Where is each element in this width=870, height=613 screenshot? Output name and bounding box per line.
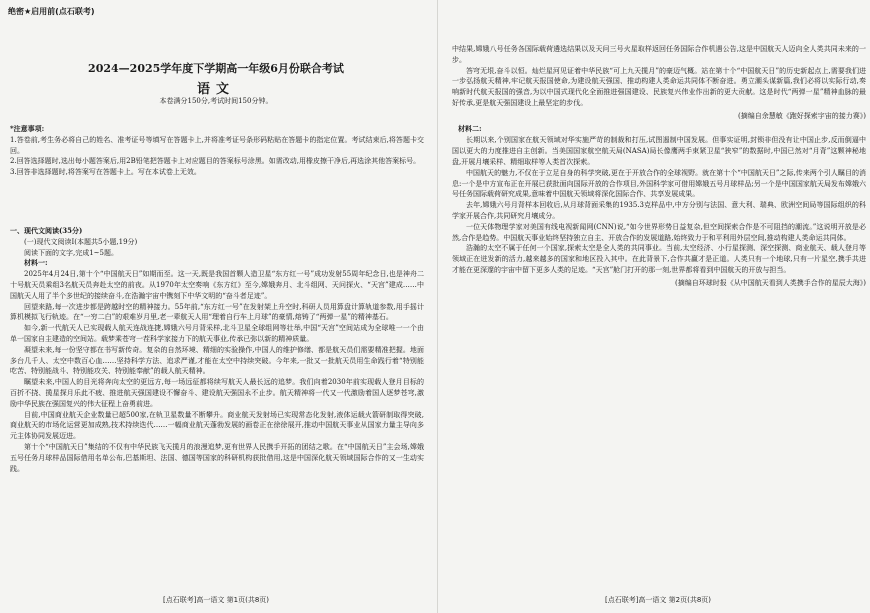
notice-title: *注意事项: — [10, 124, 45, 133]
material2-title: 材料二: — [458, 123, 482, 133]
instruction: 阅读下面的文字,完成1~5题。 — [24, 248, 118, 257]
paragraph: 长期以来,个别国家在航天领域对华实施严苛的制裁和打压,试图遏制中国发展。但事实证明,封锁非但没有让中国止步,反而倒逼中国以更大的力度推进自主创新。当美国国家航空航天局(NASA)局长像鹰两手束紧卫星“狭窄”的数据时,中国已然对“月背”这颗神秘地盘,开展月壤采样、精细取样等人类首次探索。 — [452, 136, 866, 166]
page-divider — [437, 0, 438, 613]
notice-item: 1.答卷前,考生务必将自己的姓名、准考证号等填写在答题卡上,并将准考证号条形码粘贴在答题卡的指定位置。考试结束后,将答题卡交回。 — [10, 135, 424, 155]
exam-info: 本卷满分150分,考试时间150分钟。 — [159, 97, 273, 105]
subsection-heading: (一)现代文阅读Ⅰ(本题共5小题,19分) — [24, 237, 138, 246]
page-footer: [点石联考]高一语文 第1页(共8页) — [162, 596, 270, 604]
section-heading: 一、现代文阅读(35分) — [10, 226, 83, 235]
page-footer: [点石联考]高一语文 第2页(共8页) — [604, 596, 712, 604]
paragraph: 浩瀚的太空不属于任何一个国家,探索太空是全人类的共同事业。当前,太空经济、小行星探测、深空探测、商业航天、载人登月等领域正在迸发新的活力,越来越多的国家和地区投入其中。在此背景下,合作共赢才是正道。人类只有一个地球,只有一片星空,携手共进才能在更深邃的宇宙中留下更多人类的足迹。“天宫”舱门打开的那一刻,世界都将看到中国航天的开放与担当。 — [452, 244, 866, 274]
paragraph: 去年,嫦娥六号月背样本回收后,从月球背面采集的1935.3克样品中,中方分别与法国、意大利、瑞典、欧洲空间局等国际组织的科学家开展合作,共同研究月壤成分。 — [452, 201, 866, 220]
paragraph: 凝望未来,每一份坚守都在书写新传奇。复杂的自然环境、精细的实验操作,中国人的维护修缮、都是航天员们需要精准把握。地面多台几千人、太空中数百心血……坚持科学方法、追求严谨,才能在太空中持续突破。今年来,一批又一批航天员用生命践行着“特别能吃苦、特别能战斗、特别能攻关、特别能奉献”的载人航天精神。 — [10, 345, 424, 376]
exam-title: 2024—2025学年度下学期高一年级6月份联合考试 — [88, 62, 344, 75]
page-right — [448, 0, 868, 613]
source-citation: (摘编自环球时报《从中国航天看到人类携手合作的星辰大海》) — [675, 278, 866, 287]
source-citation: (摘编自余慧敏《跑好探索宇宙的接力赛》) — [738, 111, 866, 120]
reading-section — [10, 226, 424, 474]
paragraph: 目前,中国商业航天企业数量已超500家,在轨卫星数量不断攀升。商业航天发射场已实现常态化发射,液体运载火箭研制取得突破,商业航天的市场化运营更加成熟,技术持续迭代……一幅商业航天蓬勃发展的画卷正在徐徐展开,推动中国航天事业从国家力量主导向多元主体协同发展迈进。 — [10, 410, 424, 441]
paragraph: 瞩望未来,中国人的目光将奔向太空的更远方,每一场远征都将续写航天人最长远的追梦。我们向着2030年前实现载人登月目标的百折不挠、揽星探月乐此不疲、推进航天强国建设不懈奋斗、建设航天强国永不止步。航天精神将一代又一代激励着国人逐梦苍穹,激励中华民族在强国复兴的伟大征程上奋勇前进。 — [10, 378, 424, 408]
notices — [10, 124, 424, 178]
paragraph: 中国航天的魅力,不仅在于立足自身的科学突破,更在于开放合作的全球视野。就在第十个“中国航天日”之际,传来两个引人瞩目的消息:一个是中方宣布正在开展已获批面向国际开放的合作项目,外国科学家可借用嫦娥五号月球样品;另一个是中国国家航天局发布嫦娥六号任务国际载荷研究成果,意味着中国航天领域将深化国际合作、共享发展成果。 — [452, 168, 866, 199]
page-left — [6, 0, 426, 613]
paragraph: 答穹无垠,奋斗以恒。灿烂星河见证着中华民族“可上九天揽月”的豪迈气概。站在第十个“中国航天日”的历史新起点上,需要我们进一步弘扬航天精神,牢记航天报国使命,为建设航天强国、推动构建人类命运共同体不断奋进。勇立潮头谋新篇,我们必将以实际行动,奏响新时代航天报国的强音,为以中国式现代化全面推进强国建设、民族复兴伟业作出新的更大贡献。这是时代“两弹一星”精神血脉的最好传承,更是航天强国建设上最坚定的步伐。 — [452, 66, 866, 107]
confidential-stamp: 绝密★启用前(点石联考) — [8, 7, 95, 16]
subject-title: 语文 — [196, 82, 235, 97]
notice-item: 2.回答选择题时,选出每小题答案后,用2B铅笔把答题卡上对应题目的答案标号涂黑。如需改动,用橡皮擦干净后,再选涂其他答案标号。 — [10, 157, 421, 166]
paragraph: 一位天体物理学家对美国有线电视新闻网(CNN)说,“如今世界形势日益复杂,但空间探索合作是不可阻挡的潮流。”这说明开放是必然,合作是趋势。中国航天事业始终坚持独立自主、开放合作的发展道路,始终致力于和平利用外层空间,推动构建人类命运共同体。 — [452, 222, 866, 242]
notice-item: 3.回答非选择题时,将答案写在答题卡上。写在本试卷上无效。 — [10, 168, 201, 177]
material1-continued — [452, 44, 866, 291]
paragraph: 如今,新一代航天人已实现载人航天连战连捷,嫦娥六号月背采样,北斗卫星全球组网等壮举,中国“天宫”空间站成为全球唯一一个由单一国家自主建造的空间站。载梦乘苍穹一茬科学家接力下的航天事业,传承已弥以新的精神质量。 — [10, 324, 424, 343]
paragraph: 回望来路,每一次进步都是跨越时空的精神接力。55年前,“东方红一号”在发射架上升空时,科研人员用算盘计算轨道参数,用手摇计算机模拟飞行轨迹。在“一穷二白”的艰难岁月里,老一辈航天人用“理着自行车上月球”的豪情,熔铸了“两弹一星”的精神基石。 — [10, 302, 424, 322]
paragraph: 第十个“中国航天日”集结的不仅有中华民族飞天揽月的浪漫追梦,更有世界人民携手开拓的团结之歌。在“中国航天日”主会场,嫦娥五号任务月球样品国际借用名单公布,巴基斯坦、法国、德国等国家的科研机构获批借用,这是中国深化航天领域国际合作的又一生动实践。 — [10, 442, 424, 473]
paragraph: 2025年4月24日,第十个“中国航天日”如期而至。这一天,既是我国首颗人造卫星“东方红一号”成功发射55周年纪念日,也是神舟二十号航天员乘组3名航天员奔赴太空的前夜。从1970年太空奏响《东方红》至今,嫦娥奔月、北斗组网、天问探火、“天宫”建成……中国航天人用了半个多世纪的接续奋斗,在浩瀚宇宙中镌刻下中华文明的“奋斗者足迹”。 — [10, 270, 424, 300]
material1-title: 材料一: — [24, 258, 48, 268]
paragraph: 中结果,嫦娥八号任务各国际载荷遴选结果以及天问三号火星取样返回任务国际合作机遇公告,这是中国航天人迈向全人类共同未来的一步。 — [452, 45, 866, 64]
